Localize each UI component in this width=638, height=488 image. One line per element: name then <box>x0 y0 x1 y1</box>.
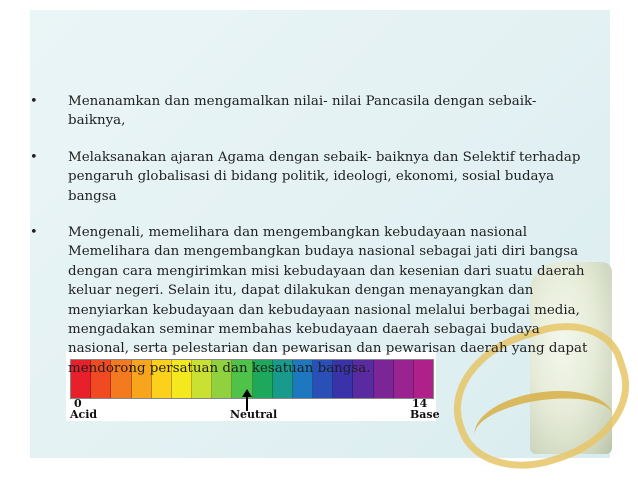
bullet-marker: • <box>30 149 38 165</box>
bullet-item <box>28 92 588 131</box>
bullet-marker: • <box>30 225 38 241</box>
ph-neutral-label: Neutral <box>230 408 278 421</box>
bullet-marker: • <box>30 94 38 109</box>
ph-max-label: 14 <box>412 397 428 410</box>
bullet-text: Menanamkan dan mengamalkan nilai- nilai Pancasila dengan sebaik- baiknya, <box>68 94 537 129</box>
bullet-item <box>28 223 588 378</box>
ph-base-label: Base <box>410 408 440 421</box>
bullet-list <box>28 92 588 395</box>
ph-min-label: 0 <box>74 397 82 410</box>
bullet-text: Melaksanakan ajaran Agama dengan sebaik- baiknya dan Selektif terhadap pengaruh globalisasi di bidang politik, ideologi, ekonomi, sosial budaya bangsa <box>68 149 581 204</box>
bullet-text: Mengenali, memelihara dan mengembangkan kebudayaan nasional Memelihara dan mengembangkan budaya nasional sebagai jati diri bangsa dengan cara mengirimkan misi kebudayaan dan kesenian dari suatu daerah keluar negeri. Selain itu, dapat dilakukan dengan menayangkan dan menyiarkan kebudayaan dan kebudayaan nasional melalui berbagai media, mengadakan seminar membahas kebudayaan daerah sebagai budaya nasional, serta pelestarian dan pewarisan dan pewarisan daerah yang dapat mendorong persatuan dan kesatuan bangsa. <box>68 225 588 376</box>
ph-acid-label: Acid <box>70 408 98 421</box>
bullet-item <box>28 148 588 206</box>
